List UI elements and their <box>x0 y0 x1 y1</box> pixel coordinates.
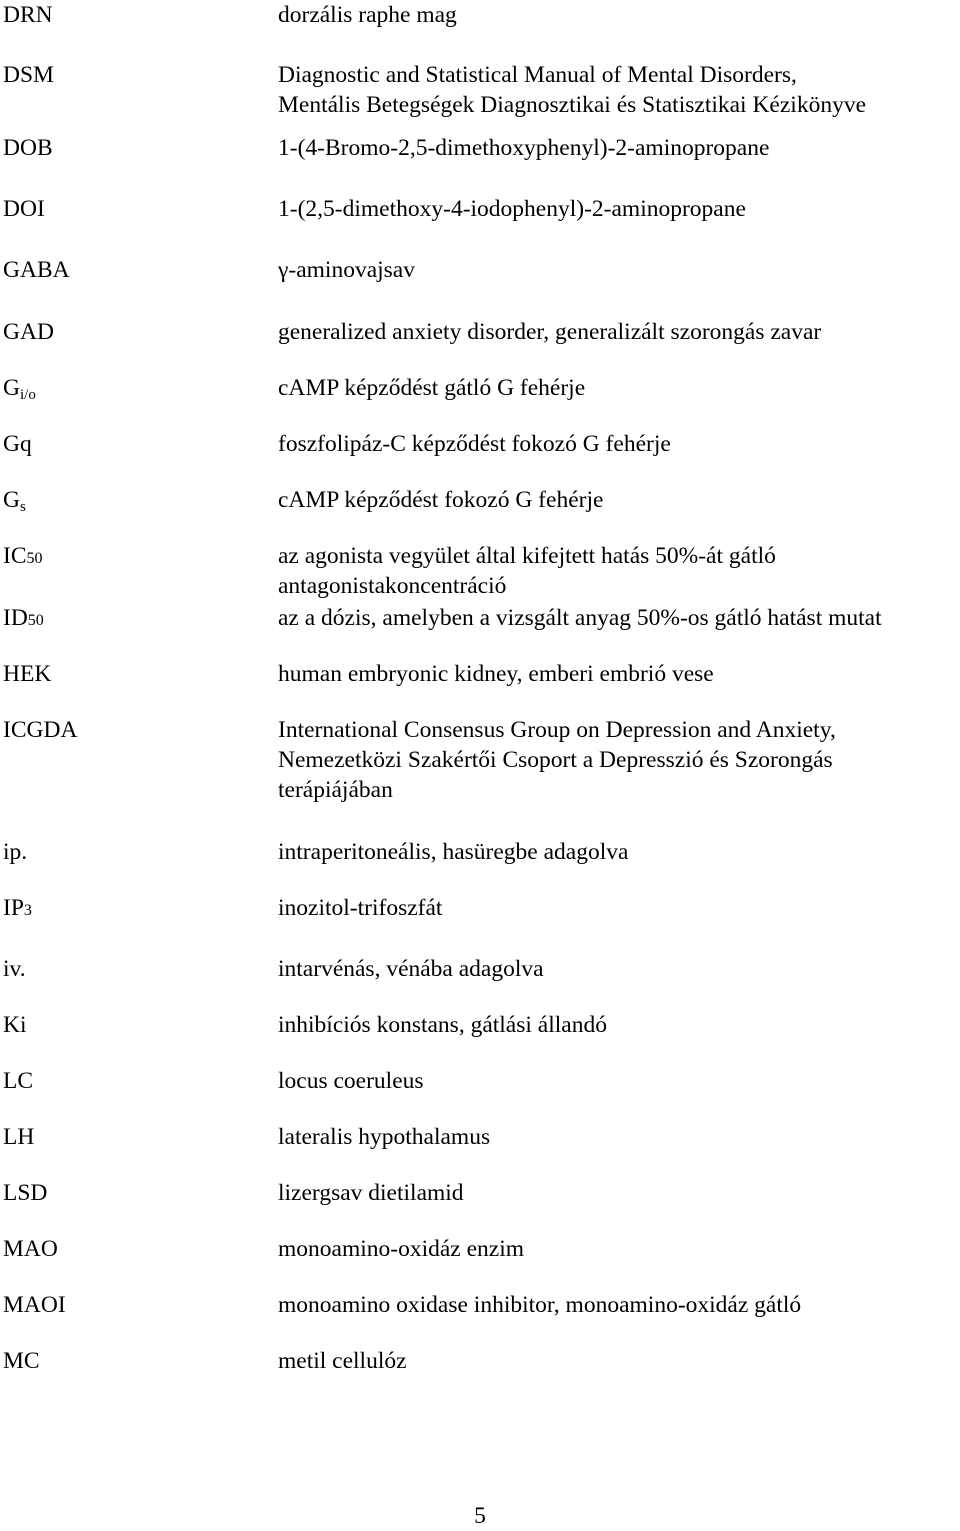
definition-line: human embryonic kidney, emberi embrió vese <box>278 661 714 687</box>
definition <box>278 1234 960 1264</box>
definition <box>278 133 960 163</box>
abbreviation: GABA <box>3 257 70 283</box>
definition <box>278 194 960 224</box>
definition <box>278 1122 960 1152</box>
abbreviation: Gq <box>3 431 32 457</box>
abbreviation: GAD <box>3 319 54 345</box>
abbreviation: iv. <box>3 956 26 982</box>
abbreviation: LSD <box>3 1180 48 1206</box>
definition-line: az a dózis, amelyben a vizsgált anyag 50%-os gátló hatást mutat <box>278 605 882 631</box>
abbreviation: Ki <box>3 1012 27 1038</box>
definition-line: lateralis hypothalamus <box>278 1124 491 1150</box>
definition-line: monoamino oxidase inhibitor, monoamino-oxidáz gátló <box>278 1292 802 1318</box>
abbreviation: DSM <box>3 62 54 88</box>
definition <box>278 429 960 459</box>
definition <box>278 893 960 923</box>
definition-line: generalized anxiety disorder, generalizált szorongás zavar <box>278 319 822 345</box>
definition-line: cAMP képződést fokozó G fehérje <box>278 487 604 513</box>
abbreviation: DOB <box>3 135 53 161</box>
definition <box>278 954 960 984</box>
definition-line: inozitol-trifoszfát <box>278 895 443 921</box>
definition <box>278 373 960 403</box>
definition-line: 1-(2,5-dimethoxy-4-iodophenyl)-2-aminopropane <box>278 196 746 222</box>
definition-line: 1-(4-Bromo-2,5-dimethoxyphenyl)-2-aminopropane <box>278 135 770 161</box>
abbreviation: ICGDA <box>3 717 78 743</box>
definition-line: Diagnostic and Statistical Manual of Mental Disorders, <box>278 62 797 88</box>
definition-line: locus coeruleus <box>278 1068 424 1094</box>
definition <box>278 659 960 689</box>
definition-line: dorzális raphe mag <box>278 2 457 28</box>
abbreviation: MC <box>3 1348 40 1374</box>
definition-line: antagonistakoncentráció <box>278 573 507 599</box>
definition <box>278 541 960 601</box>
definition-line: Mentális Betegségek Diagnosztikai és Statisztikai Kézikönyve <box>278 92 867 118</box>
definition-line: intraperitoneális, hasüregbe adagolva <box>278 839 629 865</box>
definition <box>278 1178 960 1208</box>
abbreviation: LH <box>3 1124 35 1150</box>
abbreviation: IP3 <box>3 895 32 921</box>
definition <box>278 603 960 633</box>
definition-line: inhibíciós konstans, gátlási állandó <box>278 1012 607 1038</box>
definition-line: terápiájában <box>278 777 393 803</box>
abbreviation: DRN <box>3 2 53 28</box>
abbreviation: $G_{i/o}$ <box>3 375 36 403</box>
definition <box>278 1066 960 1096</box>
definition <box>278 317 960 347</box>
definition-line: Nemezetközi Szakértői Csoport a Depresszió és Szorongás <box>278 747 833 773</box>
definition <box>278 1010 960 1040</box>
definition-line: lizergsav dietilamid <box>278 1180 464 1206</box>
abbreviation: ID50 <box>3 605 44 631</box>
definition <box>278 837 960 867</box>
page-number: 5 <box>474 1503 486 1529</box>
definition <box>278 715 960 805</box>
abbreviation: HEK <box>3 661 52 687</box>
definition-line: International Consensus Group on Depression and Anxiety, <box>278 717 836 743</box>
definition <box>278 60 960 120</box>
abbreviation: MAOI <box>3 1292 66 1318</box>
definition <box>278 485 960 515</box>
definition-line: metil cellulóz <box>278 1348 407 1374</box>
definition <box>278 1290 960 1320</box>
definition-line: az agonista vegyület által kifejtett hatás 50%-át gátló <box>278 543 776 569</box>
definition-line: γ-aminovajsav <box>278 257 415 283</box>
definition-line: intarvénás, vénába adagolva <box>278 956 544 982</box>
abbreviation: DOI <box>3 196 45 222</box>
definition <box>278 1346 960 1376</box>
definition <box>278 0 960 30</box>
definition-line: foszfolipáz-C képződést fokozó G fehérje <box>278 431 671 457</box>
definition-line: cAMP képződést gátló G fehérje <box>278 375 586 401</box>
abbreviation: LC <box>3 1068 34 1094</box>
abbreviation: $G_s$ <box>3 487 26 515</box>
definition <box>278 255 960 285</box>
abbreviation: MAO <box>3 1236 58 1262</box>
definition-line: monoamino-oxidáz enzim <box>278 1236 525 1262</box>
abbreviation: IC50 <box>3 543 43 569</box>
abbreviation: ip. <box>3 839 28 865</box>
